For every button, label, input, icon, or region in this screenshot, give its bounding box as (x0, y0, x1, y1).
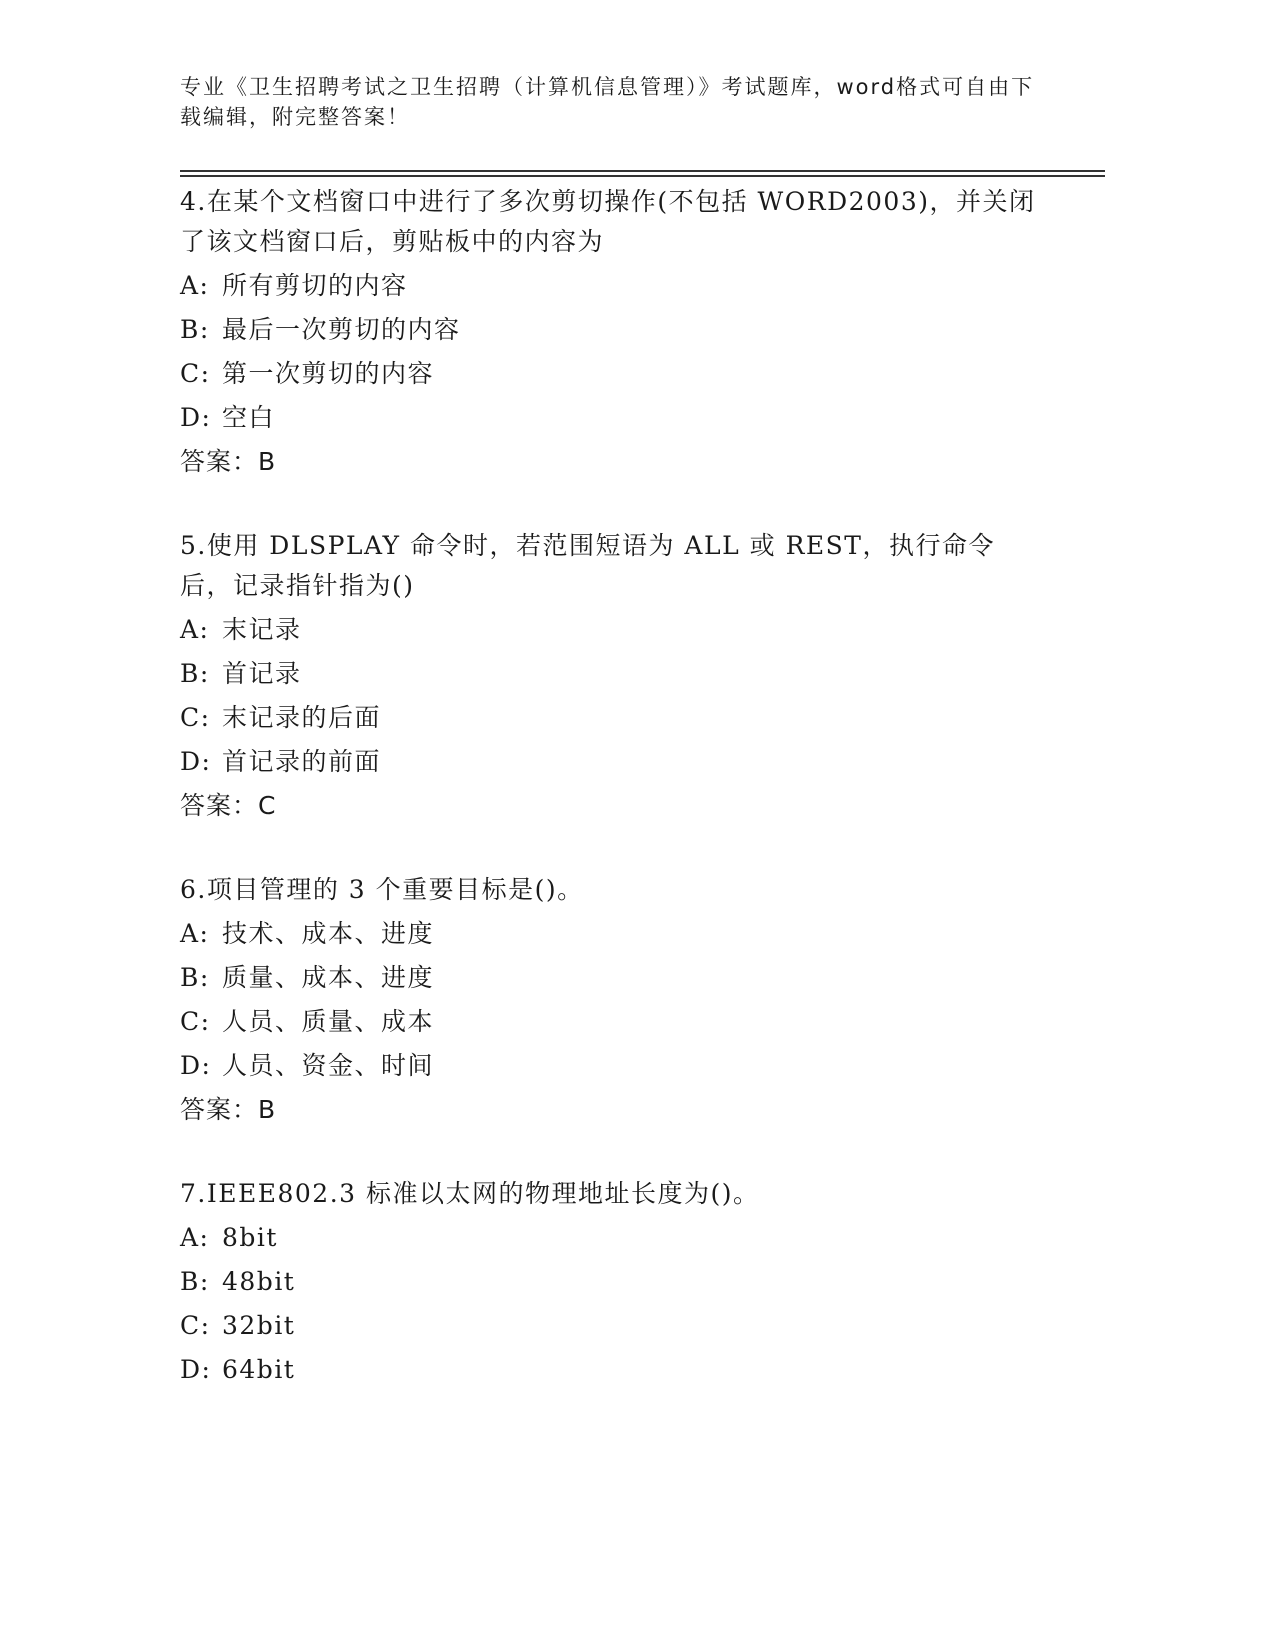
answer-line: 答案：C (180, 791, 277, 820)
option-text: 64bit (222, 1355, 296, 1384)
option-text: 所有剪切的内容 (222, 271, 408, 300)
option-label: D: (180, 1051, 212, 1080)
option-c (180, 1002, 1040, 1042)
option-text: 48bit (222, 1267, 296, 1296)
option-b (180, 958, 1040, 998)
option-b (180, 310, 1040, 350)
option-a (180, 610, 1040, 650)
question-4 (180, 182, 1040, 482)
header-divider-top (180, 170, 1105, 172)
option-c (180, 354, 1040, 394)
option-label: C: (180, 1311, 211, 1340)
option-text: 第一次剪切的内容 (222, 359, 435, 388)
question-list (180, 182, 1040, 1434)
option-text: 末记录的后面 (222, 703, 382, 732)
option-label: D: (180, 403, 212, 432)
option-text: 末记录 (222, 615, 302, 644)
option-a (180, 266, 1040, 306)
answer-line: 答案：B (180, 447, 277, 476)
option-text: 32bit (222, 1311, 296, 1340)
option-label: A: (180, 1223, 210, 1252)
option-text: 8bit (222, 1223, 278, 1252)
option-a (180, 1218, 1040, 1258)
document-header: 专业《卫生招聘考试之卫生招聘（计算机信息管理）》考试题库，word格式可自由下载编辑，附完整答案！ (180, 75, 1035, 129)
option-text: 技术、成本、进度 (222, 919, 435, 948)
option-text: 空白 (222, 403, 276, 432)
option-c (180, 1306, 1040, 1346)
option-text: 质量、成本、进度 (222, 963, 435, 992)
option-d (180, 398, 1040, 438)
question-stem: 6.项目管理的 3 个重要目标是()。 (180, 875, 584, 904)
option-d (180, 1350, 1040, 1390)
question-stem: 5.使用 DLSPLAY 命令时，若范围短语为 ALL 或 REST，执行命令后，记录指针指为() (180, 531, 995, 600)
question-stem: 4.在某个文档窗口中进行了多次剪切操作(不包括 WORD2003)，并关闭了该文档窗口后，剪贴板中的内容为 (180, 187, 1036, 256)
option-label: D: (180, 747, 212, 776)
option-b (180, 1262, 1040, 1302)
option-text: 首记录的前面 (222, 747, 382, 776)
question-stem: 7.IEEE802.3 标准以太网的物理地址长度为()。 (180, 1179, 760, 1208)
option-label: B: (180, 1267, 210, 1296)
question-5 (180, 526, 1040, 826)
header-divider-bottom (180, 175, 1105, 177)
option-label: B: (180, 315, 210, 344)
option-text: 人员、质量、成本 (222, 1007, 435, 1036)
option-label: A: (180, 271, 210, 300)
option-label: C: (180, 359, 211, 388)
option-d (180, 742, 1040, 782)
option-label: A: (180, 919, 210, 948)
option-c (180, 698, 1040, 738)
option-b (180, 654, 1040, 694)
question-7 (180, 1174, 1040, 1390)
option-label: C: (180, 703, 211, 732)
option-text: 首记录 (222, 659, 302, 688)
option-label: B: (180, 963, 210, 992)
option-label: B: (180, 659, 210, 688)
option-label: D: (180, 1355, 212, 1384)
option-d (180, 1046, 1040, 1086)
option-a (180, 914, 1040, 954)
option-label: C: (180, 1007, 211, 1036)
option-text: 最后一次剪切的内容 (222, 315, 461, 344)
option-label: A: (180, 615, 210, 644)
question-6 (180, 870, 1040, 1130)
answer-line: 答案：B (180, 1095, 277, 1124)
option-text: 人员、资金、时间 (222, 1051, 435, 1080)
